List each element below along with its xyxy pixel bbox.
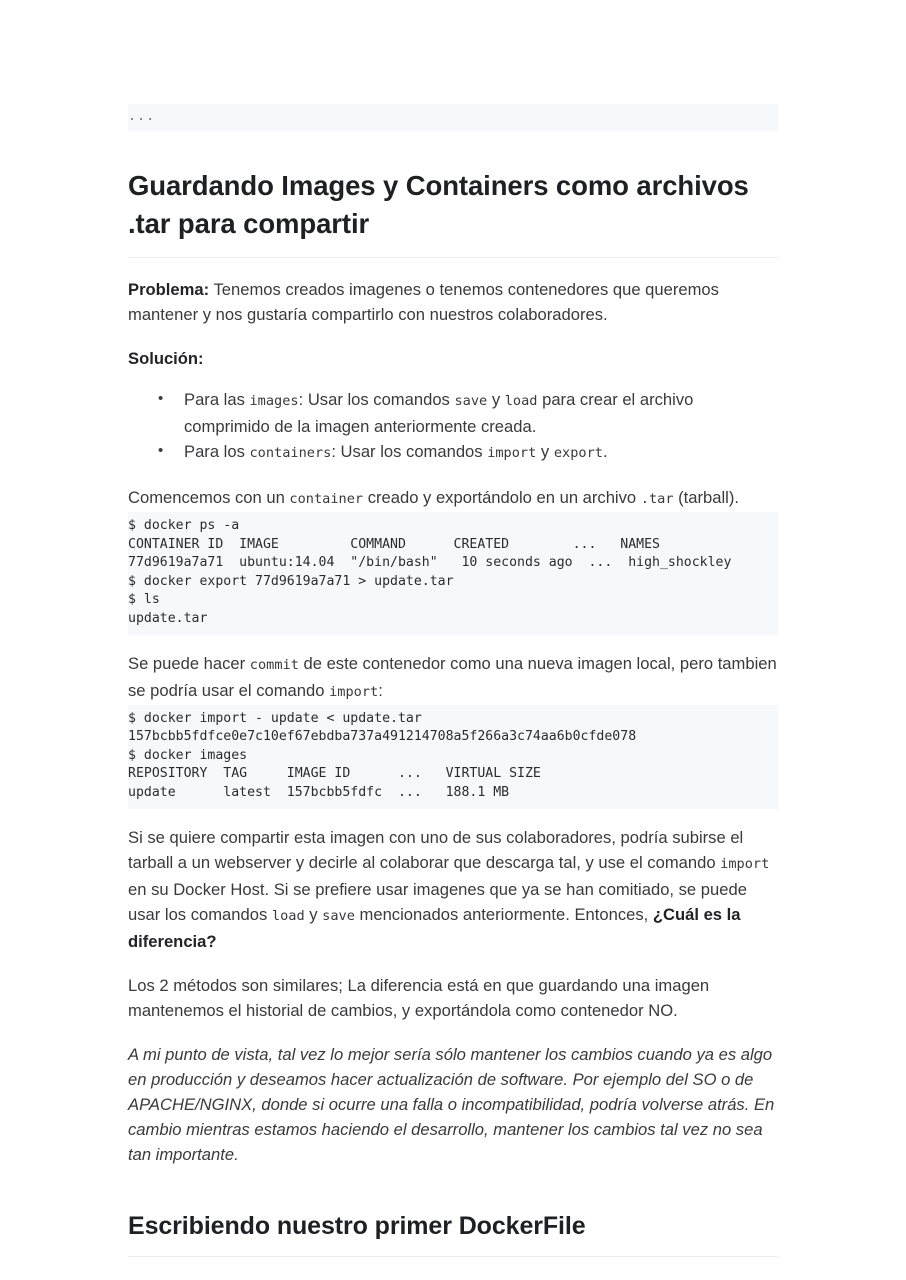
commit-text-1: Se puede hacer: [128, 653, 250, 673]
inline-code-load: load: [271, 907, 305, 924]
list-item: [150, 439, 778, 466]
paragraph-share: [128, 825, 778, 954]
intro-text-1: Comencemos con un: [128, 488, 290, 507]
code-line: REPOSITORY TAG IMAGE ID ... VIRTUAL SIZE: [128, 766, 541, 782]
bullet-text-1: Para los: [184, 442, 250, 461]
bullet-text-3: y: [487, 390, 505, 409]
paragraph-metodos: Los 2 métodos son similares; La diferencia está en que guardando una imagen mantenemos el historial de cambios, y exportándola como contenedor NO.: [128, 975, 710, 1020]
paragraph-commit: [128, 651, 778, 705]
code-block-import: [128, 705, 778, 809]
inline-code-save: save: [322, 907, 355, 924]
inline-code-tar: .tar: [640, 491, 674, 507]
code-line: $ docker ps -a: [128, 518, 240, 533]
inline-code-load: load: [504, 393, 538, 409]
code-line: $ docker export 77d9619a7a71 > update.tar: [128, 573, 454, 589]
code-block-export: [128, 512, 778, 635]
intro-text-2: creado y exportándolo en un archivo: [363, 488, 641, 507]
document-content: [128, 104, 778, 1257]
intro-text-3: (tarball).: [673, 488, 739, 507]
problema-label: Problema:: [128, 280, 210, 299]
code-line: $ docker images: [128, 747, 248, 763]
inline-code-commit: commit: [249, 656, 299, 673]
bullet-text-4: .: [602, 442, 608, 461]
bullet-text-3: y: [536, 442, 554, 461]
solution-bullet-list: [128, 387, 778, 466]
paragraph-problema: [128, 277, 778, 327]
problema-text: Tenemos creados imagenes o tenemos contenedores que queremos mantener y nos gustaría compartirlo con nuestros colaboradores.: [128, 280, 719, 324]
code-line: $ ls: [128, 592, 160, 608]
share-text-1: Si se quiere compartir esta imagen con uno de sus colaboradores, podría subirse el tarball a un webserver y decirle al colaborar que descarga tal, y use el comando: [128, 827, 744, 872]
page-title: Guardando Images y Containers como archivos .tar para compartir: [128, 167, 778, 258]
share-question-bold: ¿Cuál es la diferencia?: [128, 904, 741, 951]
bullet-text-4: para crear el archivo comprimido de la imagen anteriormente creada.: [184, 390, 694, 436]
bullet-text-1: Para las: [184, 390, 250, 409]
code-line: ...: [128, 109, 156, 124]
inline-code-import: import: [720, 855, 770, 872]
commit-text-3: :: [378, 680, 383, 700]
code-line: update.tar: [128, 610, 208, 626]
code-line: 157bcbb5fdfce0e7c10ef67ebdba737a491214708a5f266a3c74aa6b0cfde078: [128, 729, 637, 745]
paragraph-solucion: [128, 346, 778, 371]
paragraph-opinion: A mi punto de vista, tal vez lo mejor sería sólo mantener los cambios cuando ya es algo en producción y deseamos hacer actualización de software. Por ejemplo del SO o de APACHE/NGINX, donde si ocurre una falla o incompatibilidad, podría volverse atrás. En cambio mientras estamos haciendo el desarrollo, mantener los cambios tal vez no sea tan importante.: [128, 1044, 775, 1164]
commit-text-2: de este contenedor como una nueva imagen local, pero tambien se podría usar el comando: [128, 653, 777, 700]
inline-code-images: images: [249, 393, 299, 409]
code-line: $ docker import - update < update.tar: [128, 710, 422, 726]
list-item: [150, 387, 778, 439]
share-text-3: y: [304, 904, 323, 924]
bullet-text-2: : Usar los comandos: [331, 442, 488, 461]
share-text-2: en su Docker Host. Si se prefiere usar imagenes que ya se han comitiado, se puede usar los comandos: [128, 879, 747, 924]
code-line: update latest 157bcbb5fdfc ... 188.1 MB: [128, 784, 510, 800]
inline-code-save: save: [454, 393, 488, 409]
code-block-ellipsis: [128, 104, 778, 131]
inline-code-import: import: [329, 683, 379, 700]
inline-code-export: export: [553, 445, 603, 461]
code-line: 77d9619a7a71 ubuntu:14.04 "/bin/bash" 10 seconds ago ... high_shockley: [128, 555, 732, 571]
code-line: CONTAINER ID IMAGE COMMAND CREATED ... NAMES: [128, 536, 660, 552]
solucion-label: Solución:: [128, 349, 204, 368]
inline-code-import: import: [487, 445, 537, 461]
inline-code-containers: containers: [249, 445, 332, 461]
inline-code-container: container: [289, 491, 364, 507]
share-text-4: mencionados anteriormente. Entonces,: [354, 904, 653, 924]
bullet-text-2: : Usar los comandos: [298, 390, 455, 409]
paragraph-intro-export: [128, 485, 778, 512]
section-heading-dockerfile: Escribiendo nuestro primer DockerFile: [128, 1209, 778, 1257]
